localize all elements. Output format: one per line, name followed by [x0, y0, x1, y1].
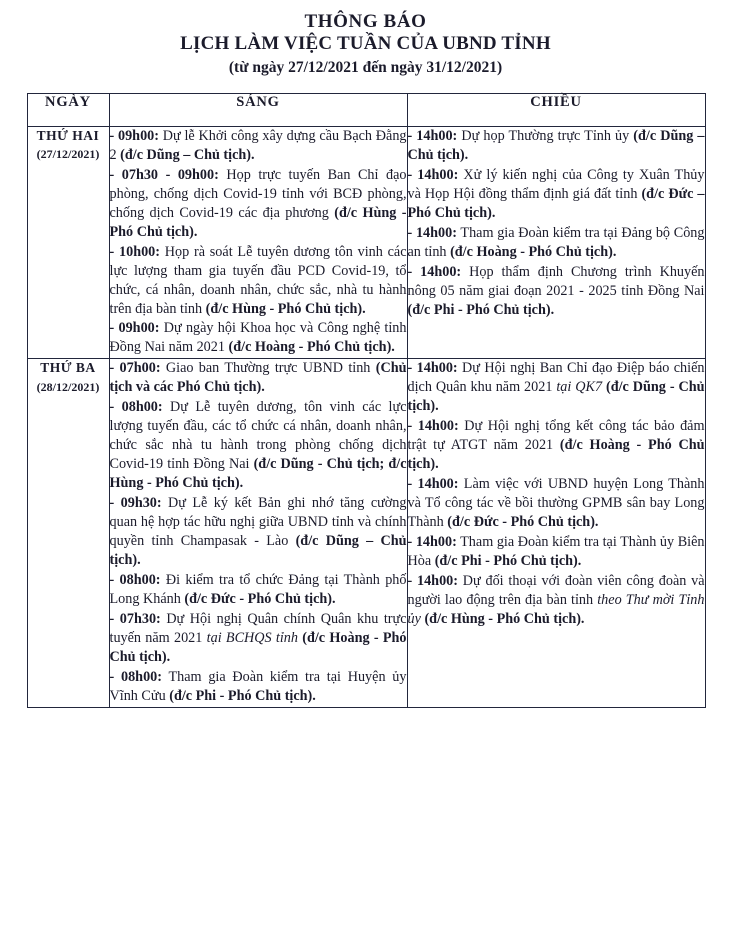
entry-time: - 14h00:: [407, 263, 462, 280]
entry-time: - 14h00:: [407, 224, 457, 241]
schedule-entry: [110, 319, 407, 357]
entry-description: Dự Hội nghị Ban Chỉ đạo Điệp báo chiến dịch Quân khu năm 2021: [407, 360, 705, 396]
day-name: THỨ BA: [40, 360, 96, 376]
table-row: [27, 126, 705, 358]
schedule-entry: [408, 127, 705, 165]
entry-description: Giao ban Thường trực UBND tỉnh: [160, 360, 376, 377]
entry-assignee: (đ/c Đức - Phó Chủ tịch).: [184, 590, 336, 607]
entry-time: - 14h00:: [407, 572, 458, 589]
page-title: THÔNG BÁO: [304, 11, 427, 32]
entry-time: - 08h00:: [109, 571, 161, 588]
schedule-entry: [110, 494, 407, 570]
entry-time: - 08h00:: [109, 399, 163, 416]
table-row: [27, 359, 705, 707]
document-title-block: [0, 0, 731, 78]
entry-time: - 07h00:: [109, 360, 161, 377]
schedule-table-wrapper: [27, 78, 705, 708]
entry-assignee: (đ/c Hoàng - Phó Chủ tịch).: [407, 437, 705, 473]
entry-assignee: (đ/c Dũng – Chủ tịch).: [109, 532, 407, 568]
entry-description: Dự Hội nghị tổng kết công tác bảo đảm trật tự ATGT năm 2021: [407, 418, 705, 454]
entry-time: - 14h00:: [407, 360, 458, 377]
entry-description: Dự đối thoại với đoàn viên công đoàn và người lao động trên địa bàn tỉnh: [407, 572, 705, 608]
day-date: (27/12/2021): [36, 147, 100, 162]
entry-time: - 08h00:: [109, 668, 162, 685]
entry-description: Dự họp Thường trực Tỉnh ủy: [457, 127, 634, 144]
entry-description: Tham gia Đoàn kiểm tra tại Thành ủy Biên Hòa: [407, 533, 705, 569]
entry-assignee: (đ/c Dũng – Chủ tịch).: [120, 146, 255, 163]
entry-assignee: (đ/c Hùng - Phó Chủ tịch).: [205, 300, 366, 317]
entry-time: - 14h00:: [407, 127, 458, 144]
entry-time: - 09h00:: [109, 127, 159, 144]
schedule-entry: [408, 263, 705, 320]
entry-assignee: (đ/c Hoàng - Phó Chủ tịch).: [450, 243, 617, 260]
schedule-entry: [110, 359, 407, 397]
entry-assignee: (đ/c Phi - Phó Chủ tịch).: [434, 552, 582, 569]
entry-location-note: tại QK7: [556, 379, 606, 396]
entry-description: Làm việc với UBND huyện Long Thành và Tổ công tác về bồi thường GPMB sân bay Long Thành: [407, 476, 705, 531]
entry-description: Họp rà soát Lễ tuyên dương tôn vinh các lực lượng tham gia tuyến đầu PCD Covid-19, tổ chức, cá nhân, doanh nhân, chức sắc, nhà tu hành trên địa bàn tỉnh: [109, 243, 407, 317]
schedule-entry: [110, 571, 407, 609]
entry-description: Họp thẩm định Chương trình Khuyến nông 05 năm giai đoạn 2021 - 2025 tỉnh Đồng Nai: [407, 263, 705, 299]
morning-cell: [109, 359, 407, 707]
entry-assignee: (đ/c Hùng - Phó Chủ tịch).: [109, 204, 407, 240]
entry-time: - 14h00:: [407, 533, 457, 550]
schedule-entry: [110, 668, 407, 706]
schedule-table-body: [27, 126, 705, 707]
entry-time: - 14h00:: [407, 476, 459, 493]
entry-assignee: (đ/c Hoàng - Phó Chủ tịch).: [228, 339, 395, 356]
entry-description: Dự lễ Khởi công xây dựng cầu Bạch Đằng 2: [109, 127, 407, 163]
entry-assignee: (đ/c Dũng - Chủ tịch).: [407, 379, 705, 415]
entry-location-note: tại BCHQS tỉnh: [206, 629, 303, 646]
entry-assignee: (đ/c Hoàng - Phó Chủ tịch).: [109, 629, 407, 665]
schedule-entry: [110, 610, 407, 667]
entry-description: Dự Lễ ký kết Bản ghi nhớ tăng cường quan hệ hợp tác hữu nghị giữa UBND tỉnh và chính quyền tỉnh Champasak - Lào: [109, 495, 407, 549]
column-header-morning: SÁNG: [109, 93, 407, 126]
date-range: (từ ngày 27/12/2021 đến ngày 31/12/2021): [228, 58, 503, 76]
table-header-row: [27, 93, 705, 126]
entry-description: Dự Lễ tuyên dương, tôn vinh các lực lượng tuyến đầu, các tổ chức cá nhân, doanh nhân, chức sắc nhà tu hành trong phòng chống dịch Covid-19 tỉnh Đồng Nai: [109, 399, 407, 473]
day-cell: [27, 126, 109, 358]
schedule-entry: [408, 475, 705, 532]
afternoon-cell: [407, 359, 705, 707]
entry-time: - 07h30:: [109, 610, 161, 627]
schedule-table: [27, 93, 706, 708]
entry-description: Đi kiểm tra tổ chức Đảng tại Thành phố Long Khánh: [109, 571, 407, 607]
schedule-entry: [110, 127, 407, 165]
entry-location-note: theo Thư mời Tỉnh ủy: [407, 591, 705, 627]
column-header-day: NGÀY: [27, 93, 109, 126]
entry-time: - 14h00:: [407, 166, 459, 183]
entry-time: - 14h00:: [407, 418, 459, 435]
schedule-entry: [408, 572, 705, 629]
schedule-entry: [408, 166, 705, 223]
morning-cell: [109, 126, 407, 358]
entry-time: - 10h00:: [109, 243, 160, 260]
entry-time: - 09h30:: [109, 495, 162, 512]
schedule-entry: [408, 533, 705, 571]
day-name: THỨ HAI: [36, 127, 100, 143]
schedule-entry: [110, 398, 407, 493]
entry-description: Tham gia Đoàn kiểm tra tại Huyện ủy Vĩnh Cửu: [109, 668, 407, 704]
entry-assignee: (đ/c Phi - Phó Chủ tịch).: [407, 301, 555, 318]
schedule-entry: [408, 359, 705, 416]
entry-assignee: (đ/c Hùng - Phó Chủ tịch).: [424, 610, 585, 627]
schedule-entry: [408, 224, 705, 262]
entry-assignee: (đ/c Phi - Phó Chủ tịch).: [169, 687, 316, 704]
column-header-afternoon: CHIỀU: [407, 93, 705, 126]
schedule-entry: [110, 243, 407, 319]
entry-description: Họp trực tuyến Ban Chỉ đạo phòng, chống dịch Covid-19 tỉnh với BCĐ phòng, chống dịch Covid-19 các địa phương: [109, 166, 407, 221]
schedule-entry: [110, 166, 407, 242]
entry-assignee: (đ/c Đức - Phó Chủ tịch).: [447, 514, 599, 531]
entry-assignee: (Chủ tịch và các Phó Chủ tịch).: [109, 360, 407, 396]
entry-assignee: (đ/c Dũng – Chủ tịch).: [407, 127, 705, 163]
page-subtitle: LỊCH LÀM VIỆC TUẦN CỦA UBND TỈNH: [180, 33, 551, 55]
entry-assignee: (đ/c Dũng - Chủ tịch; đ/c Hùng - Phó Chủ tịch).: [109, 456, 407, 492]
entry-time: - 09h00:: [109, 320, 160, 337]
entry-description: Tham gia Đoàn kiểm tra tại Đảng bộ Công an tỉnh: [407, 224, 705, 260]
afternoon-cell: [407, 126, 705, 358]
day-cell: [27, 359, 109, 707]
entry-description: Xử lý kiến nghị của Công ty Xuân Thủy và Họp Hội đồng thẩm định giá đất tỉnh: [407, 166, 705, 202]
entry-time: - 07h30 - 09h00:: [109, 166, 219, 183]
day-date: (28/12/2021): [36, 379, 100, 394]
schedule-entry: [408, 417, 705, 474]
entry-description: Dự Hội nghị Quân chính Quân khu trực tuyến năm 2021: [109, 610, 407, 646]
entry-assignee: (đ/c Đức – Phó Chủ tịch).: [407, 185, 705, 221]
entry-description: Dự ngày hội Khoa học và Công nghệ tỉnh Đồng Nai năm 2021: [109, 320, 407, 356]
